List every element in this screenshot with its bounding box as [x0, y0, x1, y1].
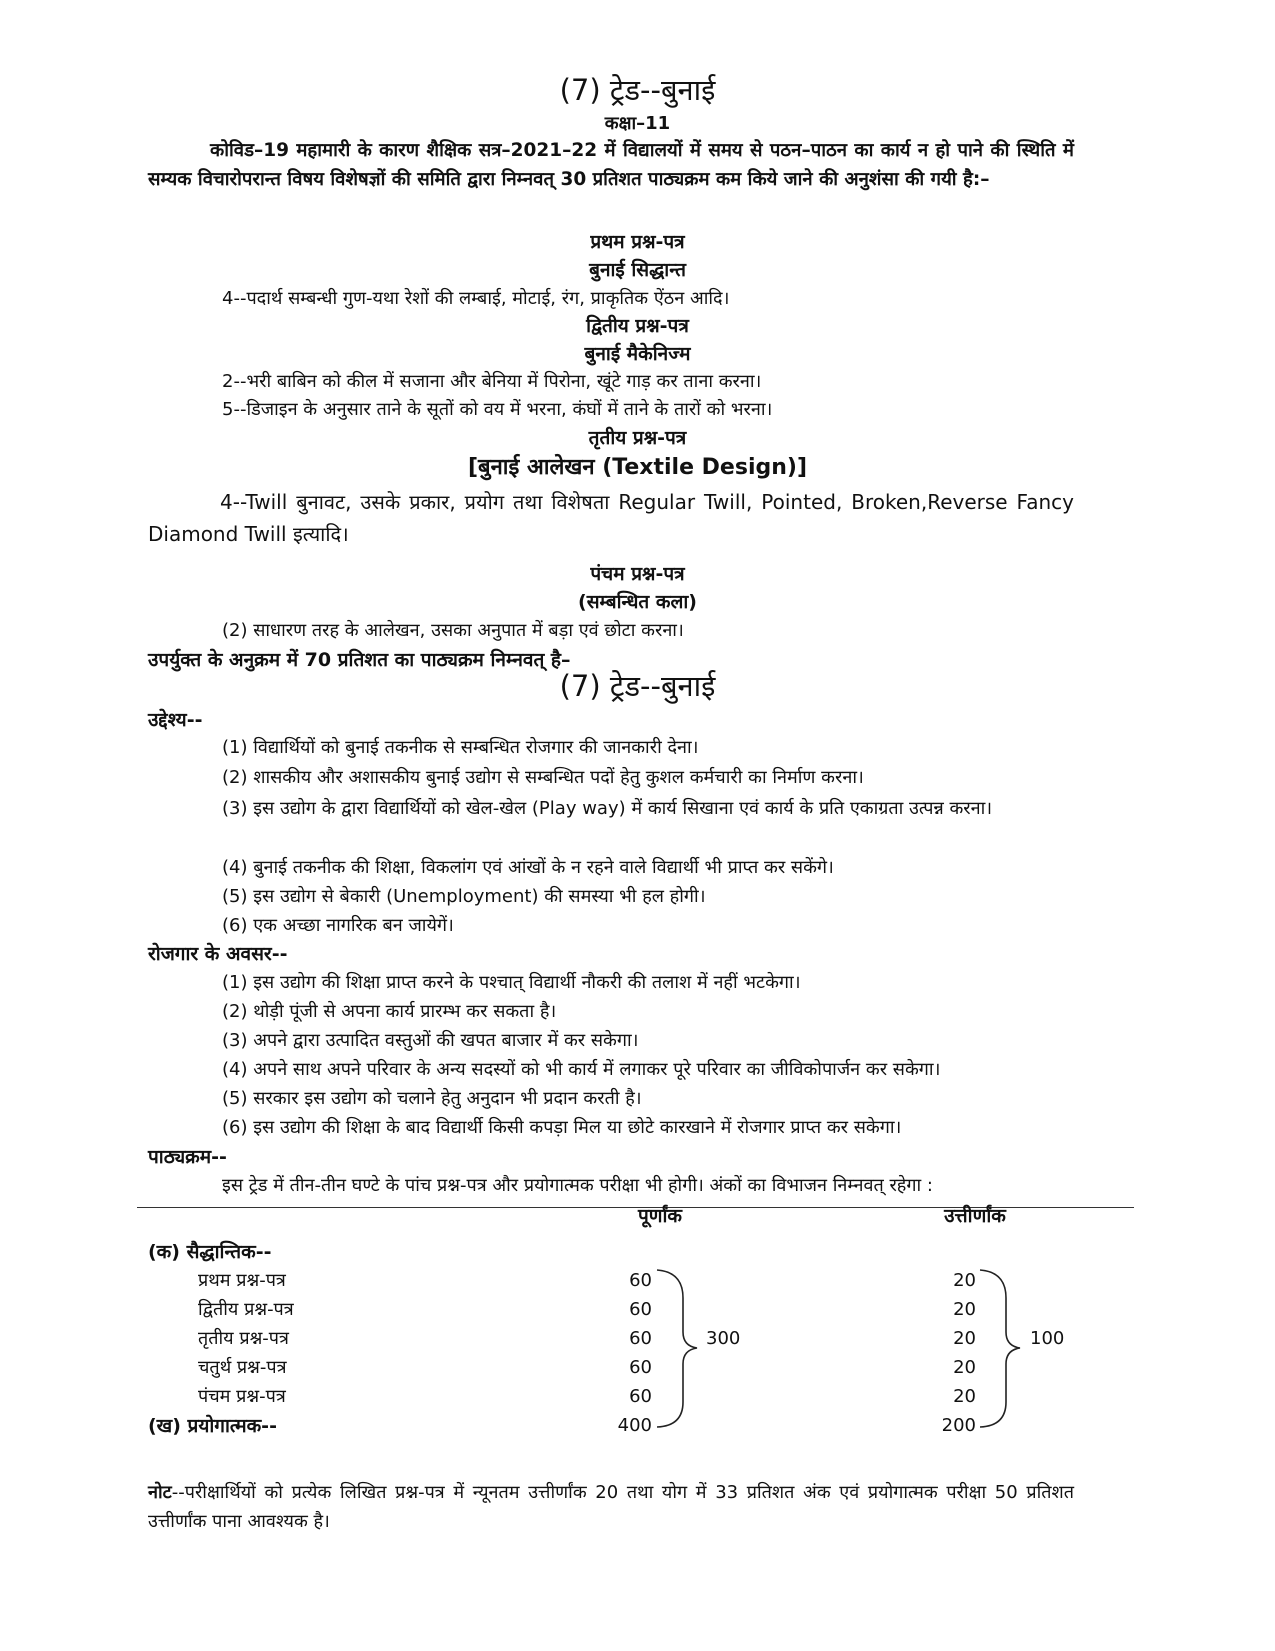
employment-item: (3) अपने द्वारा उत्पादित वस्तुओं की खपत बाजार में कर सकेगा। [222, 1030, 639, 1051]
paper-3-item: 4--Twill बुनावट, उसके प्रकार, प्रयोग तथा विशेषता Regular Twill, Pointed, Broken,Reverse Fancy Diamond Twill इत्यादि। [148, 490, 1074, 546]
marks-row-label: प्रथम प्रश्न-पत्र [198, 1270, 286, 1291]
trade-title: (7) ट्रेड--बुनाई [559, 73, 716, 107]
employment-item: (5) सरकार इस उद्योग को चलाने हेतु अनुदान भी प्रदान करती है। [222, 1088, 642, 1109]
continuation-line: उपर्युक्त के अनुक्रम में 70 प्रतिशत का पाठ्यक्रम निम्नवत् है– [148, 649, 571, 671]
objective-item: (6) एक अच्छा नागरिक बन जायेगें। [222, 915, 454, 936]
marks-row-label: चतुर्थ प्रश्न-पत्र [198, 1357, 287, 1378]
practical-full-marks: 400 [617, 1415, 652, 1436]
marks-row-label: द्वितीय प्रश्न-पत्र [198, 1299, 294, 1320]
employment-item: (6) इस उद्योग की शिक्षा के बाद विद्यार्थी किसी कपड़ा मिल या छोटे कारखाने में रोजगार प्राप्त कर सकेगा। [222, 1117, 902, 1138]
marks-row-pass: 20 [953, 1357, 976, 1378]
col-full-marks: पूर्णांक [637, 1205, 683, 1227]
marks-row-full: 60 [629, 1299, 652, 1320]
marks-row-pass: 20 [953, 1299, 976, 1320]
objective-item: (5) इस उद्योग से बेकारी (Unemployment) की समस्या भी हल होगी। [222, 886, 706, 907]
marks-row-pass: 20 [953, 1328, 976, 1349]
marks-row-pass: 20 [953, 1386, 976, 1407]
theory-heading: (क) सैद्धान्तिक-- [148, 1241, 272, 1263]
paper-5-item: (2) साधारण तरह के आलेखन, उसका अनुपात में बड़ा एवं छोटा करना। [222, 620, 684, 641]
note-paragraph [148, 1478, 1074, 1536]
note-label: नोट [148, 1482, 172, 1503]
marks-row-full: 60 [629, 1328, 652, 1349]
objective-item: (1) विद्यार्थियों को बुनाई तकनीक से सम्बन्धित रोजगार की जानकारी देना। [222, 737, 699, 758]
paper-2-item-2: 5--डिजाइन के अनुसार ताने के सूतों को वय में भरना, कंघों में ताने के तारों को भरना। [222, 399, 773, 420]
employment-item: (2) थोड़ी पूंजी से अपना कार्य प्रारम्भ कर सकता है। [222, 1001, 557, 1022]
paper-2-title: द्वितीय प्रश्न-पत्र [586, 315, 689, 337]
marks-row-full: 60 [629, 1270, 652, 1291]
objective-item: (3) इस उद्योग के द्वारा विद्यार्थियों को खेल-खेल (Play way) में कार्य सिखाना एवं कार्य के प्रति एकाग्रता उत्पन्न करना। [222, 798, 993, 819]
paper-3-title: तृतीय प्रश्न-पत्र [588, 427, 687, 449]
paper-3-subtitle: [बुनाई आलेखन (Textile Design)] [467, 455, 808, 480]
employment-item: (4) अपने साथ अपने परिवार के अन्य सदस्यों को भी कार्य में लगाकर पूरे परिवार का जीविकोपार्जन कर सकेगा। [222, 1059, 941, 1080]
syllabus-heading: पाठ्यक्रम-- [148, 1146, 227, 1168]
syllabus-text: इस ट्रेड में तीन-तीन घण्टे के पांच प्रश्न-पत्र और प्रयोगात्मक परीक्षा भी होगी। अंकों का विभाजन निम्नवत् रहेगा : [222, 1175, 933, 1196]
paper-1-item: 4--पदार्थ सम्बन्धी गुण-यथा रेशों की लम्बाई, मोटाई, रंग, प्राकृतिक ऐंठन आदि। [222, 288, 730, 309]
objective-item: (2) शासकीय और अशासकीय बुनाई उद्योग से सम्बन्धित पदों हेतु कुशल कर्मचारी का निर्माण करना। [222, 767, 864, 788]
intro-paragraph: कोविड–19 महामारी के कारण शैक्षिक सत्र–2021–22 में विद्यालयों में समय से पठन–पाठन का कार्य न हो पाने की स्थिति में सम्यक विचारोपरान्त विषय विशेषज्ञों की समिति द्वारा निम्नवत् 30 प्रतिशत पाठ्यक्रम कम किये जाने की अनुशंसा की गयी है:– [148, 140, 1074, 190]
paper-2-item-1: 2--भरी बाबिन को कील में सजाना और बेनिया में पिरोना, खूंटे गाड़ कर ताना करना। [222, 371, 762, 392]
objectives-heading: उद्देश्य-- [148, 709, 203, 731]
marks-row-full: 60 [629, 1357, 652, 1378]
total-full-marks: 300 [706, 1328, 741, 1349]
note-text: --परीक्षार्थियों को प्रत्येक लिखित प्रश्न-पत्र में न्यूनतम उत्तीर्णांक 20 तथा योग में 33 प्रतिशत अंक एवं प्रयोगात्मक परीक्षा 50 प्रतिशत उत्तीर्णांक पाना आवश्यक है। [148, 1482, 1074, 1532]
trade-title-2: (7) ट्रेड--बुनाई [559, 669, 716, 703]
total-pass-marks: 100 [1030, 1328, 1065, 1349]
marks-row-pass: 20 [953, 1270, 976, 1291]
practical-pass-marks: 200 [941, 1415, 976, 1436]
employment-heading: रोजगार के अवसर-- [148, 943, 288, 965]
marks-row-full: 60 [629, 1386, 652, 1407]
objective-item: (4) बुनाई तकनीक की शिक्षा, विकलांग एवं आंखों के न रहने वाले विद्यार्थी भी प्राप्त कर सकेंगे। [222, 857, 834, 878]
marks-row-label: पंचम प्रश्न-पत्र [198, 1386, 286, 1407]
paper-2-subtitle: बुनाई मैकेनिज्म [584, 343, 691, 365]
paper-1-subtitle: बुनाई सिद्धान्त [589, 259, 686, 281]
paper-5-title: पंचम प्रश्न-पत्र [590, 563, 685, 585]
paper-1-title: प्रथम प्रश्न-पत्र [590, 231, 685, 253]
class-label: कक्षा–11 [604, 113, 671, 134]
employment-item: (1) इस उद्योग की शिक्षा प्राप्त करने के पश्चात् विद्यार्थी नौकरी की तलाश में नहीं भटकेगा। [222, 972, 801, 993]
paper-5-subtitle: (सम्बन्धित कला) [578, 591, 697, 613]
col-pass-marks: उत्तीर्णांक [944, 1205, 1006, 1227]
practical-label: (ख) प्रयोगात्मक-- [148, 1415, 277, 1437]
pass-marks-brace [978, 1266, 1038, 1430]
marks-row-label: तृतीय प्रश्न-पत्र [198, 1328, 289, 1349]
